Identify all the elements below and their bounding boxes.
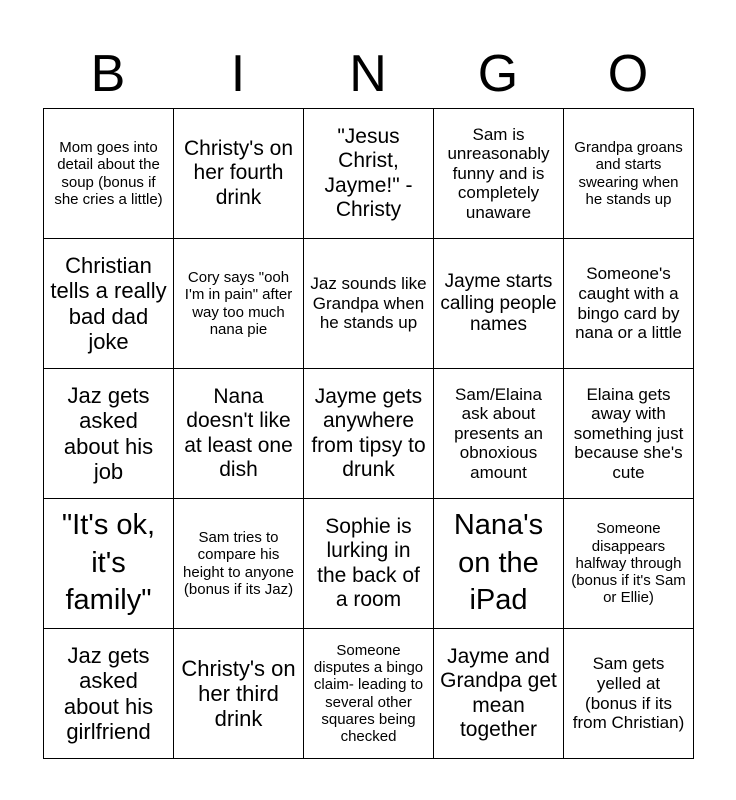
bingo-square[interactable]: Sophie is lurking in the back of a room xyxy=(304,499,434,629)
bingo-square[interactable]: Jaz gets asked about his girlfriend xyxy=(44,629,174,759)
bingo-square[interactable]: Christy's on her fourth drink xyxy=(174,109,304,239)
bingo-square[interactable]: Jaz gets asked about his job xyxy=(44,369,174,499)
bingo-header xyxy=(43,44,693,104)
bingo-grid xyxy=(43,108,694,759)
grid-row xyxy=(44,629,694,759)
bingo-square[interactable]: Cory says "ooh I'm in pain" after way too much nana pie xyxy=(174,239,304,369)
bingo-square[interactable]: Christian tells a really bad dad joke xyxy=(44,239,174,369)
bingo-square[interactable]: Sam is unreasonably funny and is completely unaware xyxy=(434,109,564,239)
bingo-square[interactable]: Sam gets yelled at (bonus if its from Christian) xyxy=(564,629,694,759)
bingo-square[interactable]: Sam tries to compare his height to anyone (bonus if its Jaz) xyxy=(174,499,304,629)
bingo-square[interactable]: Jayme starts calling people names xyxy=(434,239,564,369)
header-letter-n: N xyxy=(349,45,387,103)
bingo-square[interactable]: Nana's on the iPad xyxy=(434,499,564,629)
bingo-square[interactable]: Grandpa groans and starts swearing when he stands up xyxy=(564,109,694,239)
bingo-square[interactable]: Jayme gets anywhere from tipsy to drunk xyxy=(304,369,434,499)
bingo-square[interactable]: Sam/Elaina ask about presents an obnoxious amount xyxy=(434,369,564,499)
bingo-square[interactable]: "Jesus Christ, Jayme!" - Christy xyxy=(304,109,434,239)
header-letter-g: G xyxy=(477,45,519,103)
header-letter-i: I xyxy=(230,45,246,103)
grid-row xyxy=(44,499,694,629)
bingo-square[interactable]: Someone disappears halfway through (bonus if it's Sam or Ellie) xyxy=(564,499,694,629)
bingo-square[interactable]: Christy's on her third drink xyxy=(174,629,304,759)
bingo-square[interactable]: Jaz sounds like Grandpa when he stands up xyxy=(304,239,434,369)
bingo-square[interactable]: Elaina gets away with something just because she's cute xyxy=(564,369,694,499)
bingo-square[interactable]: Mom goes into detail about the soup (bonus if she cries a little) xyxy=(44,109,174,239)
header-letter-b: B xyxy=(90,45,126,103)
grid-row xyxy=(44,109,694,239)
header-letter-o: O xyxy=(607,45,649,103)
bingo-square[interactable]: Someone disputes a bingo claim- leading to several other squares being checked xyxy=(304,629,434,759)
bingo-square[interactable]: "It's ok, it's family" xyxy=(44,499,174,629)
grid-row xyxy=(44,239,694,369)
bingo-square[interactable]: Jayme and Grandpa get mean together xyxy=(434,629,564,759)
bingo-square[interactable]: Nana doesn't like at least one dish xyxy=(174,369,304,499)
grid-row xyxy=(44,369,694,499)
bingo-square[interactable]: Someone's caught with a bingo card by nana or a little xyxy=(564,239,694,369)
